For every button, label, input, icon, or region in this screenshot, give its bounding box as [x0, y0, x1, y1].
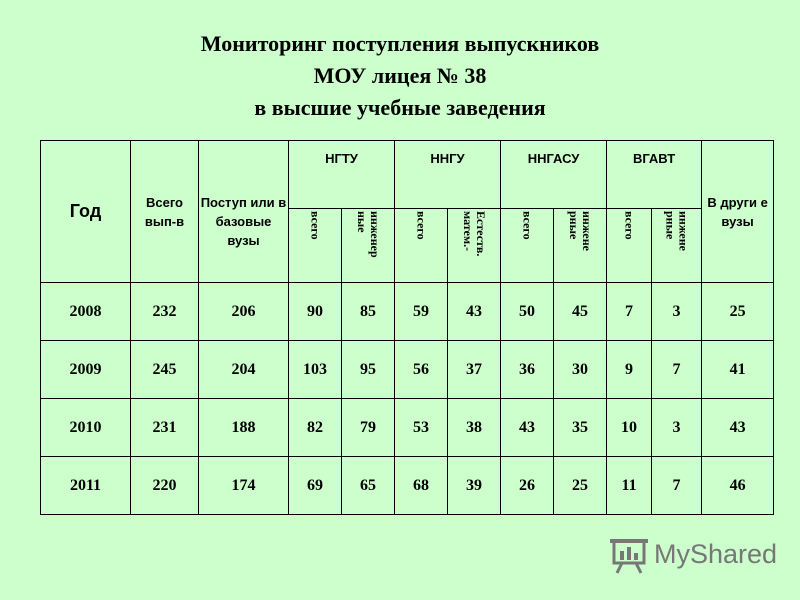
table-cell: 26	[501, 457, 554, 515]
table-row	[41, 457, 774, 515]
table-cell: 56	[395, 341, 448, 399]
logo-text: MyShared	[654, 539, 778, 569]
table-cell: 103	[289, 341, 342, 399]
table-cell: 43	[501, 399, 554, 457]
table-cell: 68	[395, 457, 448, 515]
table-cell: 2009	[41, 341, 131, 399]
title-line-2: МОУ лицея № 38	[313, 63, 487, 88]
table-cell: 65	[342, 457, 395, 515]
header-base: Поступ или в базовые вузы	[199, 141, 289, 283]
table-cell: 10	[607, 399, 652, 457]
table-cell: 95	[342, 341, 395, 399]
table-cell: 39	[448, 457, 501, 515]
table-cell: 7	[652, 457, 702, 515]
table-cell: 3	[652, 399, 702, 457]
sub-header-nngasu-total: всего	[501, 209, 554, 283]
table-cell: 3	[652, 283, 702, 341]
header-uni-ngtu: НГТУ	[289, 141, 395, 209]
table-cell: 232	[131, 283, 199, 341]
table-cell: 2010	[41, 399, 131, 457]
table-cell: 206	[199, 283, 289, 341]
table-cell: 82	[289, 399, 342, 457]
table-cell: 30	[554, 341, 607, 399]
table-cell: 90	[289, 283, 342, 341]
table-cell: 174	[199, 457, 289, 515]
presentation-board-icon	[608, 535, 650, 575]
table-cell: 43	[702, 399, 774, 457]
title-line-3: в высшие учебные заведения	[254, 95, 546, 120]
table-cell: 85	[342, 283, 395, 341]
sub-header-ngtu-total: всего	[289, 209, 342, 283]
table-cell: 79	[342, 399, 395, 457]
table-cell: 36	[501, 341, 554, 399]
table-cell: 25	[554, 457, 607, 515]
table-cell: 220	[131, 457, 199, 515]
table-cell: 188	[199, 399, 289, 457]
table-cell: 7	[607, 283, 652, 341]
table-cell: 46	[702, 457, 774, 515]
sub-header-nngu-sci: Естеств. матем.-	[448, 209, 501, 283]
table-cell: 35	[554, 399, 607, 457]
sub-header-nngasu-eng: инжене рные	[554, 209, 607, 283]
sub-header-nngu-total: всего	[395, 209, 448, 283]
table-cell: 2008	[41, 283, 131, 341]
header-year: Год	[41, 141, 131, 283]
header-other: В други е вузы	[702, 141, 774, 283]
table-cell: 245	[131, 341, 199, 399]
table-cell: 204	[199, 341, 289, 399]
header-total: Всего вып-в	[131, 141, 199, 283]
sub-header-ngtu-eng: инженер ные	[342, 209, 395, 283]
header-uni-vgavt: ВГАВТ	[607, 141, 702, 209]
table-cell: 53	[395, 399, 448, 457]
table-cell: 231	[131, 399, 199, 457]
page-title	[0, 28, 800, 124]
title-line-1: Мониторинг поступления выпускников	[200, 31, 600, 56]
table-cell: 25	[702, 283, 774, 341]
header-uni-nngu: ННГУ	[395, 141, 501, 209]
header-uni-nngasu: ННГАСУ	[501, 141, 607, 209]
table-cell: 41	[702, 341, 774, 399]
table-cell: 45	[554, 283, 607, 341]
sub-header-vgavt-eng: инжене рные	[652, 209, 702, 283]
table-cell: 59	[395, 283, 448, 341]
table-row	[41, 399, 774, 457]
myshared-logo	[608, 535, 778, 575]
table-cell: 37	[448, 341, 501, 399]
table-cell: 69	[289, 457, 342, 515]
table-row	[41, 283, 774, 341]
table-cell: 50	[501, 283, 554, 341]
admissions-table	[40, 140, 774, 515]
table-cell: 38	[448, 399, 501, 457]
table-cell: 43	[448, 283, 501, 341]
table-cell: 11	[607, 457, 652, 515]
sub-header-vgavt-total: всего	[607, 209, 652, 283]
table-cell: 9	[607, 341, 652, 399]
table-cell: 2011	[41, 457, 131, 515]
table-cell: 7	[652, 341, 702, 399]
table-row	[41, 341, 774, 399]
